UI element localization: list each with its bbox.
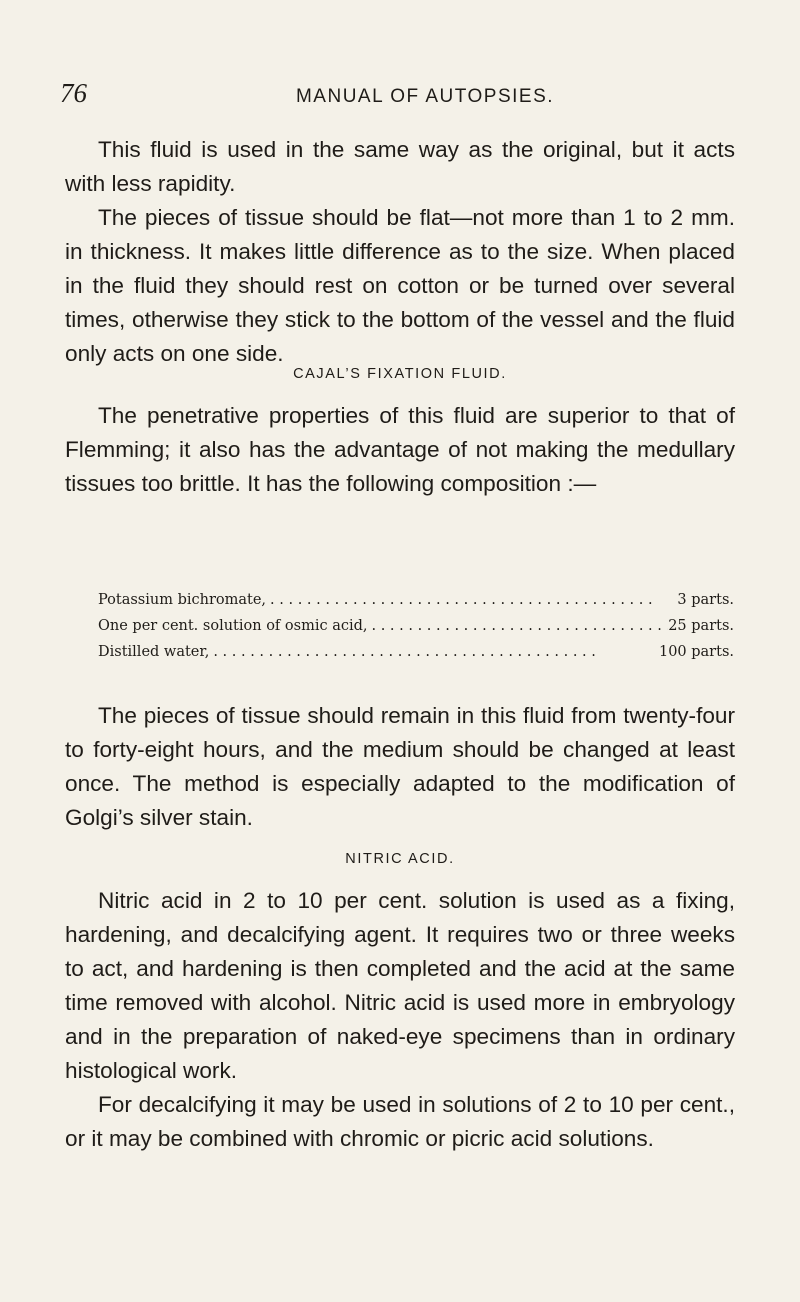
recipe-list: [98, 587, 734, 665]
ingredient-name: One per cent. solution of osmic acid,: [98, 618, 368, 634]
running-title: MANUAL OF AUTOPSIES.: [295, 86, 555, 107]
nitric-paragraphs: [65, 884, 735, 1156]
paragraph: Nitric acid in 2 to 10 per cent. solution is used as a fixing, hardening, and decalcifying agent. It requires two or three weeks to act, and hardening is then completed and the acid at the same time removed with alcohol. Nitric acid is used more in embryology and in the preparation of naked-eye specimens than in ordinary histological work.: [65, 888, 735, 1083]
cajal-after: [65, 699, 735, 835]
opening-paragraphs: [65, 133, 735, 371]
paragraph: For decalcifying it may be used in solutions of 2 to 10 per cent., or it may be combined with chromic or picric acid solutions.: [65, 1092, 735, 1151]
recipe-item: [98, 587, 734, 613]
running-head: [60, 78, 760, 118]
recipe-item: [98, 639, 734, 665]
ingredient-quantity: 100 parts.: [658, 644, 734, 660]
recipe-item: [98, 613, 734, 639]
paragraph: This fluid is used in the same way as the original, but it acts with less rapidity.: [65, 137, 735, 196]
section-heading-nitric: NITRIC ACID.: [345, 851, 455, 867]
ingredient-quantity: 3 parts.: [677, 592, 734, 608]
ingredient-name: Distilled water,: [98, 644, 210, 660]
paragraph: The penetrative properties of this fluid are superior to that of Flemming; it also has the advantage of not making the medullary tissues too brittle. It has the following composition :—: [65, 403, 735, 496]
paragraph: The pieces of tissue should be flat—not more than 1 to 2 mm. in thickness. It makes little difference as to the size. When placed in the fluid they should rest on cotton or be turned over several times, otherwise they stick to the bottom of the vessel and the fluid only acts on one side.: [65, 205, 735, 366]
dot-leader: [266, 587, 677, 613]
section-heading-cajal: CAJAL’S FIXATION FLUID.: [293, 366, 507, 382]
page-number: 76: [60, 78, 87, 108]
ingredient-name: Potassium bichromate,: [98, 592, 267, 608]
dot-leader: [209, 639, 659, 665]
dot-leader: [367, 613, 668, 639]
cajal-intro: [65, 399, 735, 501]
paragraph: The pieces of tissue should remain in this fluid from twenty-four to forty-eight hours, and the medium should be changed at least once. The method is especially adapted to the modification of Golgi’s silver stain.: [65, 703, 735, 830]
ingredient-quantity: 25 parts.: [668, 618, 734, 634]
